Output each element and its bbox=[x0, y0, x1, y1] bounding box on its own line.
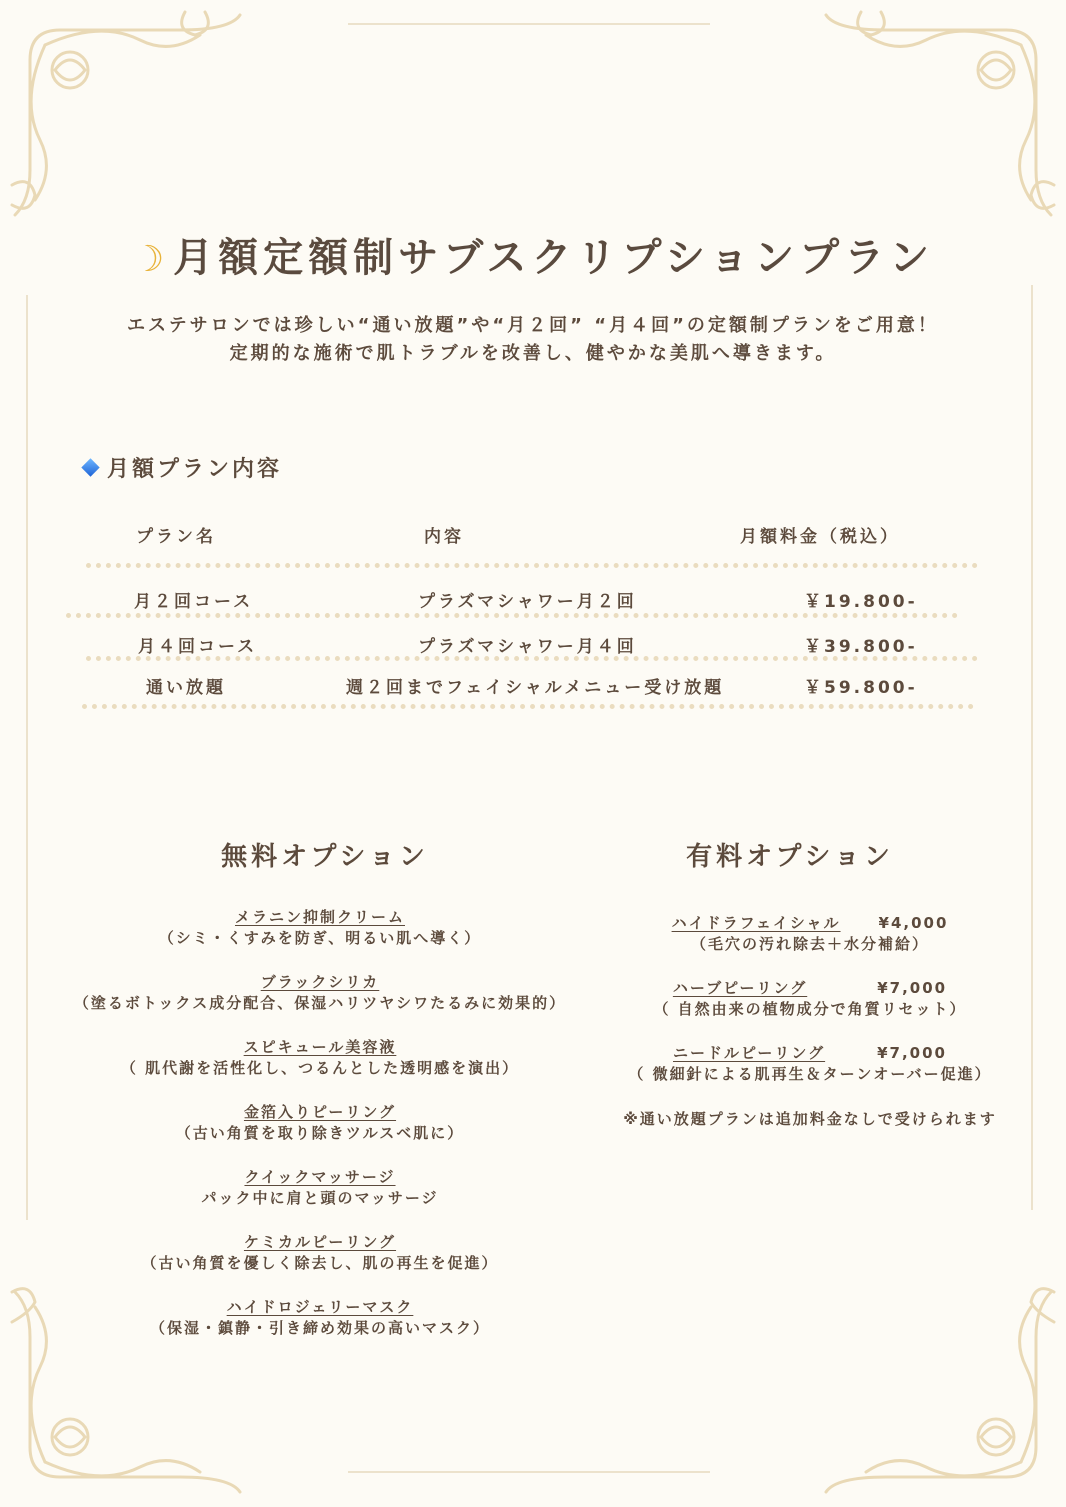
dotted-divider bbox=[86, 656, 978, 661]
free-option-item bbox=[40, 1167, 600, 1209]
free-option-item bbox=[40, 1037, 600, 1079]
free-option-desc: （古い角質を取り除きツルスベ肌に） bbox=[175, 1124, 465, 1142]
table-row-3-price: ￥59.800- bbox=[804, 678, 918, 698]
intro-line-2: 定期的な施術で肌トラブルを改善し、健やかな美肌へ導きます。 bbox=[229, 343, 837, 364]
intro-line-1: エステサロンでは珍しい“通い放題”や“月２回” “月４回”の定額制プランをご用意！ bbox=[127, 315, 939, 336]
free-option-name: ケミカルピーリング bbox=[243, 1233, 397, 1251]
page-title-text: 月額定額制サブスクリプションプラン bbox=[173, 235, 935, 281]
free-option-item bbox=[40, 907, 600, 949]
free-option-desc: （ 肌代謝を活性化し、つるんとした透明感を演出） bbox=[120, 1059, 520, 1077]
paid-option-item bbox=[600, 913, 1020, 955]
paid-option-desc: （ 自然由来の植物成分で角質リセット） bbox=[653, 1000, 967, 1018]
paid-options-title: 有料オプション bbox=[686, 842, 894, 872]
free-options-title: 無料オプション bbox=[221, 842, 429, 872]
paid-option-desc: （ 微細針による肌再生＆ターンオーバー促進） bbox=[628, 1065, 992, 1083]
paid-option-desc: （毛穴の汚れ除去＋水分補給） bbox=[690, 935, 929, 953]
paid-option-price: ¥7,000 bbox=[877, 979, 948, 997]
table-row-2-name: 月４回コース bbox=[138, 637, 258, 657]
table-row-1-name: 月２回コース bbox=[134, 592, 254, 612]
paid-option-price: ¥7,000 bbox=[877, 1044, 947, 1062]
paid-option-price: ¥4,000 bbox=[878, 914, 949, 932]
dotted-divider bbox=[66, 613, 958, 618]
plan-section-heading-text: 月額プラン内容 bbox=[107, 457, 283, 482]
table-row-2-price: ￥39.800- bbox=[804, 637, 918, 657]
table-row-2-content: プラズマシャワー月４回 bbox=[418, 637, 637, 657]
free-option-desc: （古い角質を優しく除去し、肌の再生を促進） bbox=[141, 1254, 499, 1272]
free-option-name: ハイドロジェリーマスク bbox=[226, 1298, 414, 1316]
paid-option-name: ニードルピーリング bbox=[673, 1044, 826, 1062]
page-title bbox=[0, 226, 1066, 283]
intro-text bbox=[0, 312, 1066, 368]
free-option-name: スピキュール美容液 bbox=[243, 1038, 397, 1056]
free-option-name: クイックマッサージ bbox=[244, 1168, 396, 1186]
free-option-name: メラニン抑制クリーム bbox=[234, 908, 405, 926]
blue-diamond-icon bbox=[81, 458, 99, 476]
free-option-desc: （塗るボトックス成分配合、保湿ハリツヤシワたるみに効果的） bbox=[73, 994, 567, 1012]
paid-option-item bbox=[600, 1043, 1020, 1085]
free-option-item bbox=[40, 1102, 600, 1144]
paid-option-name: ハイドラフェイシャル bbox=[671, 914, 841, 932]
free-option-name: 金箔入りピーリング bbox=[243, 1103, 397, 1121]
table-header-price: 月額料金（税込） bbox=[740, 527, 900, 547]
paid-option-item bbox=[600, 978, 1020, 1020]
dotted-divider bbox=[86, 563, 978, 568]
free-option-desc: パック中に肩と頭のマッサージ bbox=[201, 1189, 439, 1207]
table-row-1-content: プラズマシャワー月２回 bbox=[418, 592, 637, 612]
table-row-3-content: 週２回までフェイシャルメニュー受け放題 bbox=[346, 678, 725, 698]
table-header-content: 内容 bbox=[424, 527, 464, 547]
free-option-item bbox=[40, 1297, 600, 1339]
free-option-name: ブラックシリカ bbox=[260, 973, 380, 991]
paid-options-note: ※通い放題プランは追加料金なしで受けられます bbox=[623, 1110, 997, 1128]
table-row-1-price: ￥19.800- bbox=[804, 592, 918, 612]
free-option-desc: （シミ・くすみを防ぎ、明るい肌へ導く） bbox=[158, 929, 482, 947]
free-option-desc: （保湿・鎮静・引き締め効果の高いマスク） bbox=[149, 1319, 490, 1337]
crescent-moon-icon: ☽ bbox=[131, 239, 170, 280]
paid-option-name: ハーブピーリング bbox=[672, 979, 808, 997]
table-header-plan-name: プラン名 bbox=[136, 527, 216, 547]
dotted-divider bbox=[82, 704, 974, 709]
free-option-item bbox=[40, 972, 600, 1014]
table-row-3-name: 通い放題 bbox=[146, 678, 226, 698]
plan-section-heading bbox=[84, 452, 282, 483]
free-option-item bbox=[40, 1232, 600, 1274]
